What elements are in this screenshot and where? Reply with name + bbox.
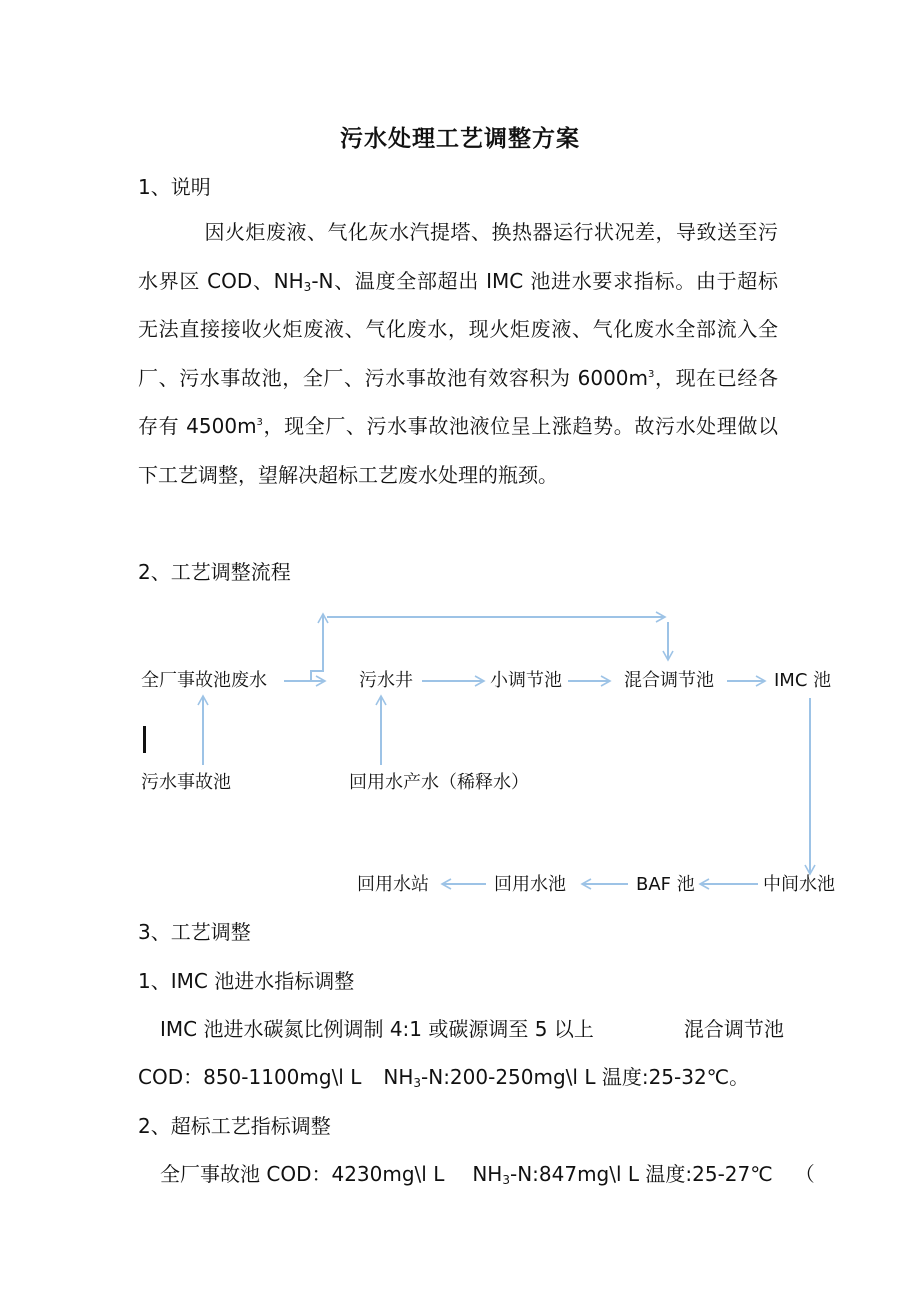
section-2-heading: 2、工艺调整流程 [138,560,291,584]
node-sewage-well: 污水井 [359,670,413,691]
nh3-sub-2: 3 [502,1173,510,1187]
node-baf-tank: BAF 池 [636,874,695,895]
nh3-label-2: NH [472,1162,503,1186]
all-plant-cod: 全厂事故池 COD：4230mg\l L [160,1162,445,1186]
para-sub-3: 3 [303,279,312,294]
para-text-a: 因火炬废液、气化灰水汽提塔、换热器运行状况差，导致送至污水界区 COD、NH [138,220,778,293]
flow-arrows [0,600,920,910]
nh3-value-temp: -N:847mg\l L 温度:25-27℃ [509,1162,773,1186]
imc-ratio-text: IMC 池进水碳氮比例调制 4:1 或碳源调至 5 以上 [160,1017,594,1041]
node-reuse-water-tank: 回用水池 [494,874,566,895]
subsection-1-line-1 [160,1014,784,1044]
section-3-heading: 3、工艺调整 [138,920,251,944]
document-title: 污水处理工艺调整方案 [340,126,580,152]
nh3-range-temp: -N:200-250mg\l L 温度:25-32℃。 [421,1065,750,1089]
node-small-tank: 小调节池 [490,670,562,691]
node-reuse-water-station: 回用水站 [357,874,429,895]
para-sup-2: 3 [256,417,263,428]
nh3-sub: 3 [413,1076,422,1090]
cursor-mark [143,726,146,753]
para-sup-1: 3 [648,368,655,380]
node-middle-water-tank: 中间水池 [763,874,835,895]
node-mix-tank: 混合调节池 [624,670,714,691]
arrow-bypass-up [311,614,323,681]
section-1-paragraph [138,208,778,499]
node-sewage-accident-tank: 污水事故池 [141,772,231,793]
open-paren: （ [794,1162,815,1186]
subsection-1-heading: 1、IMC 池进水指标调整 [138,969,355,993]
para-text-b: -N、温度全部超出 IMC 池进水要求指标。由于超标无法直接接收火炬废液、气化废水，现火炬废液、气化废水全部流入全厂、污水事故池，全厂、污水事故池有效容积为 6000m [138,268,779,390]
subsection-2-heading: 2、超标工艺指标调整 [138,1114,331,1138]
node-all-plant-wastewater: 全厂事故池废水 [141,670,267,691]
process-flow-diagram [0,600,920,910]
node-imc-tank: IMC 池 [774,670,832,691]
section-1-heading: 1、说明 [138,175,211,199]
cod-range: COD：850-1100mg\l L [138,1065,362,1089]
subsection-1-line-2 [138,1062,749,1092]
nh3-label: NH [383,1065,414,1089]
para-text-c: ，现在已经各存有 4500m [138,365,778,438]
para-text-d: ，现全厂、污水事故池液位呈上涨趋势。故污水处理做以下工艺调整，望解决超标工艺废水处理的瓶颈。 [138,414,778,487]
subsection-2-line-1 [160,1159,815,1189]
node-reuse-product-water: 回用水产水（稀释水） [349,772,529,793]
mix-tank-label: 混合调节池 [683,1017,784,1041]
